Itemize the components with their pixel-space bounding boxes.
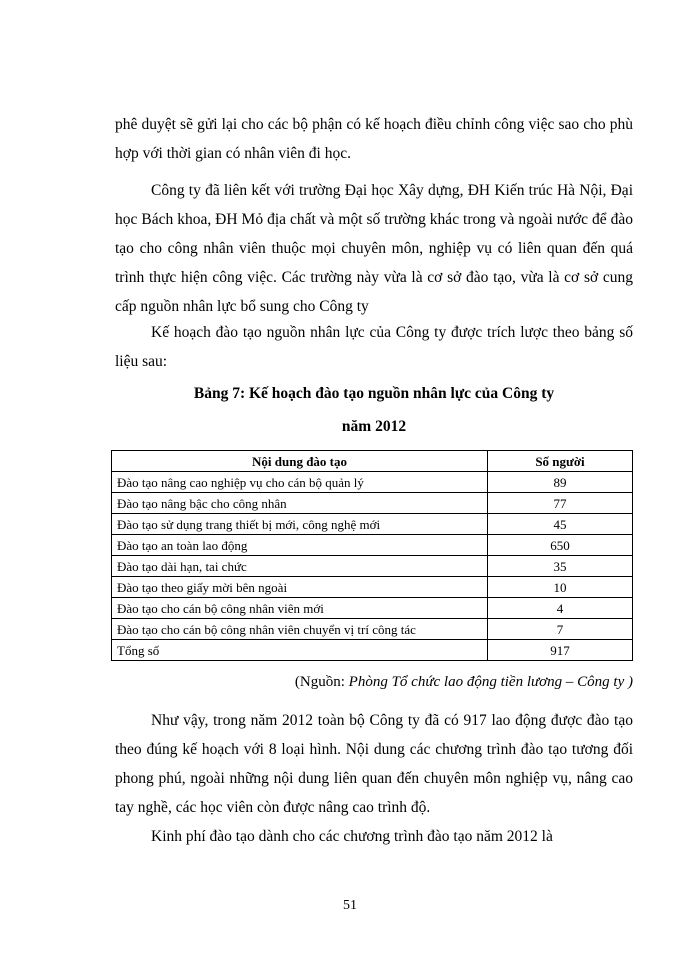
paragraph-2: Công ty đã liên kết với trường Đại học Xây dựng, ĐH Kiến trúc Hà Nội, Đại học Bách khoa, ĐH Mỏ địa chất và một số trường khác trong và ngoài nước để đào tạo cho công nhân viên thuộc mọi chuyên môn, nghiệp vụ có liên quan đến quá trình thực hiện công việc. Các trường này vừa là cơ sở đào tạo, vừa là cơ sở cung cấp nguồn nhân lực bổ sung cho Công ty [115,182,633,315]
table-row [112,556,633,577]
table-total-row [112,640,633,661]
table-row [112,535,633,556]
row-count: 7 [488,619,633,640]
row-count: 77 [488,493,633,514]
row-content: Đào tạo nâng bậc cho công nhân [112,493,488,514]
header-count: Số người [488,451,633,472]
table-row [112,493,633,514]
header-content: Nội dung đào tạo [112,451,488,472]
row-count: 89 [488,472,633,493]
source-prefix: (Nguồn: [294,674,349,690]
paragraph-5: Kinh phí đào tạo dành cho các chương trình đào tạo năm 2012 là [151,828,553,845]
table-row [112,577,633,598]
table-row [112,598,633,619]
row-content: Đào tạo an toàn lao động [112,535,488,556]
paragraph-1: phê duyệt sẽ gửi lại cho các bộ phận có kế hoạch điều chỉnh công việc sao cho phù hợp với thời gian có nhân viên đi học. [115,116,633,162]
table-row [112,514,633,535]
row-count: 4 [488,598,633,619]
row-content: Đào tạo cho cán bộ công nhân viên mới [112,598,488,619]
paragraph-4: Như vậy, trong năm 2012 toàn bộ Công ty đã có 917 lao động được đào tạo theo đúng kế hoạch với 8 loại hình. Nội dung các chương trình đào tạo tương đối phong phú, ngoài những nội dung liên quan đến chuyên môn nghiệp vụ, nâng cao tay nghề, các học viên còn được nâng cao trình độ. [115,712,633,816]
source-name: Phòng Tổ chức lao động tiền lương – Công ty ) [348,674,633,690]
table-caption-line2: năm 2012 [341,418,407,435]
total-count: 917 [488,640,633,661]
page-number: 51 [343,898,357,913]
row-content: Đào tạo sử dụng trang thiết bị mới, công nghệ mới [112,514,488,535]
row-count: 10 [488,577,633,598]
total-label: Tổng số [112,640,488,661]
table-header-row [112,451,633,472]
row-count: 650 [488,535,633,556]
row-content: Đào tạo theo giấy mời bên ngoài [112,577,488,598]
row-content: Đào tạo cho cán bộ công nhân viên chuyển vị trí công tác [112,619,488,640]
table-caption-line1: Bảng 7: Kế hoạch đào tạo nguồn nhân lực của Công ty [193,385,555,402]
row-content: Đào tạo nâng cao nghiệp vụ cho cán bộ quản lý [112,472,488,493]
row-content: Đào tạo dài hạn, tai chức [112,556,488,577]
training-plan-table [111,450,633,661]
table-source [115,674,633,691]
table-row [112,472,633,493]
row-count: 45 [488,514,633,535]
paragraph-3: Kế hoạch đào tạo nguồn nhân lực của Công ty được trích lược theo bảng số liệu sau: [115,324,633,370]
row-count: 35 [488,556,633,577]
table-row [112,619,633,640]
